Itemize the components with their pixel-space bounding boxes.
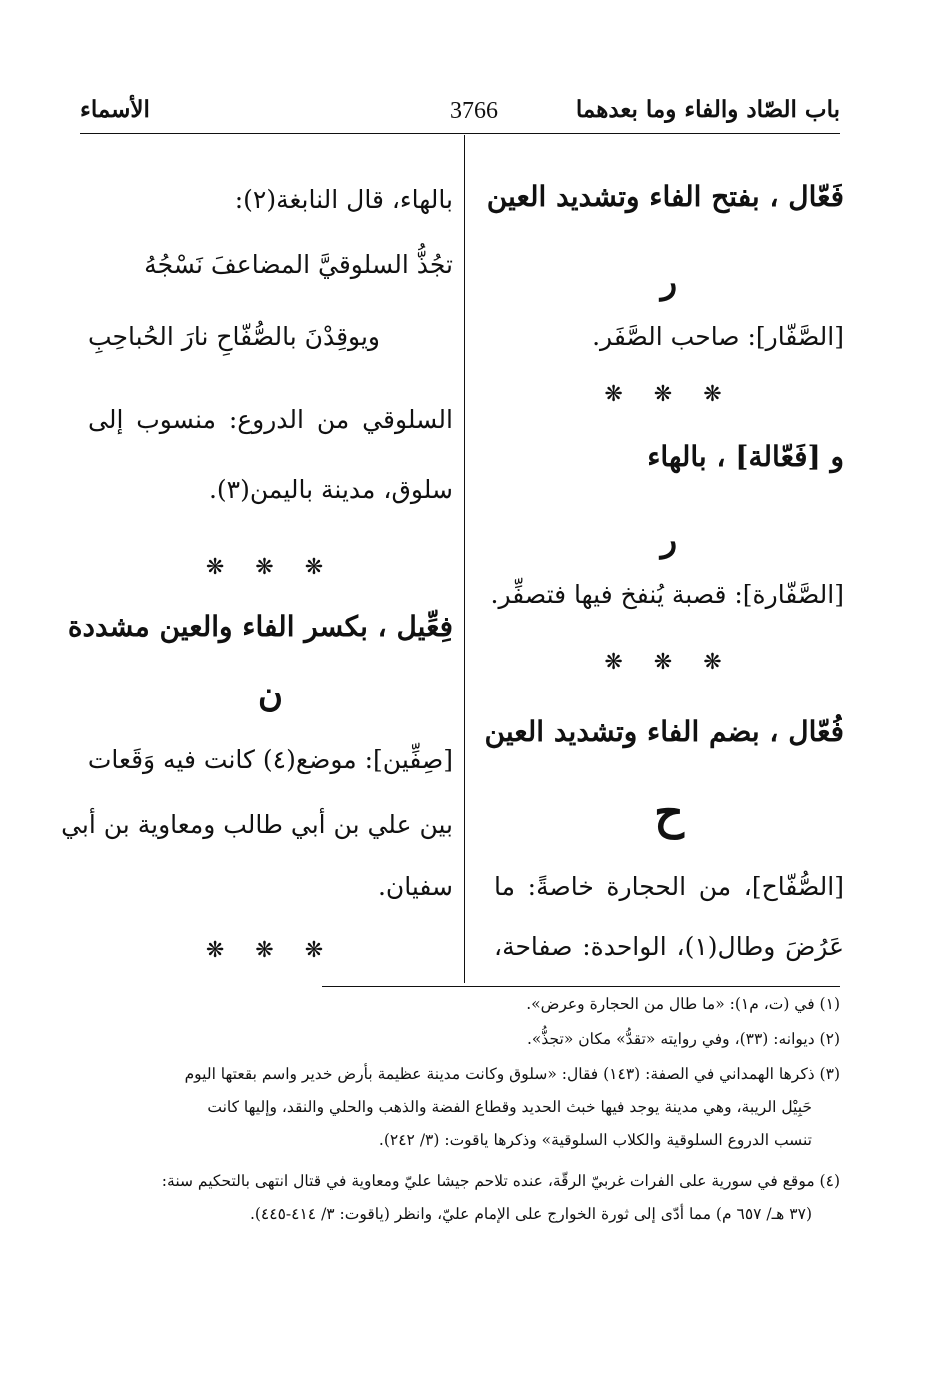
- verse-line-2: ويوقِدْنَ بالصُّفّاحِ نارَ الحُباحِبِ: [88, 322, 381, 351]
- column-divider: [464, 135, 465, 983]
- heading-fiiil: فِعِّيل ، بكسر الفاء والعين مشددة: [67, 610, 453, 643]
- footnote-4-line-1: (٤) موقع في سورية على الفرات غربيّ الرقّة، عنده تلاحم جيشا عليّ ومعاوية في قتال انتهى بالتحكيم سنة:: [161, 1172, 840, 1190]
- footnote-rule: [322, 986, 840, 987]
- entry-siffin-line-2: بين علي بن أبي طالب ومعاوية بن أبي: [61, 810, 453, 839]
- verse-line-1: تجُذُّ السلوقيَّ المضاعفَ نَسْجُهُ: [144, 250, 453, 279]
- chapter-title: باب الصّاد والفاء وما بعدهما: [575, 96, 840, 123]
- heading-faaal: فَعّال ، بفتح الفاء وتشديد العين: [486, 180, 844, 213]
- header-rule: [80, 133, 840, 134]
- text-line-3: سلوق، مدينة باليمن(٣).: [208, 475, 453, 504]
- separator-stars-3: ❋ ❋ ❋: [205, 555, 336, 580]
- page-number: 3766: [450, 98, 498, 124]
- entry-suffah-line-1: [الصُّفّاح]، من الحجارة خاصةً: ما: [494, 872, 844, 901]
- text-line-1: بالهاء، قال النابغة(٢):: [234, 185, 453, 214]
- page-header: [80, 96, 840, 132]
- footnote-3-line-2: حَبِيْل الريبة، وهي مدينة يوجد فيها خبث الحديد وقطاع الفضة والذهب والحلي والنقد، وإليها كانت: [207, 1098, 812, 1116]
- heading-fuaal: فُعّال ، بضم الفاء وتشديد العين: [484, 715, 844, 748]
- entry-siffin-line-1: [صِفِّين]: موضع(٤) كانت فيه وَقَعات: [87, 745, 453, 774]
- root-letter-nun: ن: [258, 675, 283, 715]
- text-line-2: السلوقي من الدروع: منسوب إلى: [88, 405, 453, 434]
- entry-siffin-line-3: سفيان.: [377, 872, 453, 901]
- root-letter-ha: ح: [654, 785, 684, 839]
- footnote-1: (١) في (ت، م١): «ما طال من الحجارة وعرض».: [526, 995, 840, 1013]
- footnote-4-line-2: (٣٧ هـ/ ٦٥٧ م) مما أدّى إلى ثورة الخوارج على الإمام عليّ، وانظر (ياقوت: ٣/ ٤١٤-٤٤٥).: [249, 1205, 812, 1223]
- root-letter-ra-1: ر: [660, 262, 678, 302]
- section-title: الأسماء: [80, 96, 150, 123]
- separator-stars-2: ❋ ❋ ❋: [604, 650, 734, 675]
- separator-stars-4: ❋ ❋ ❋: [205, 938, 336, 963]
- separator-stars-1: ❋ ❋ ❋: [604, 382, 734, 407]
- heading-faaala: و [فَعّالة] ، بالهاء: [647, 440, 844, 473]
- footnote-2: (٢) ديوانه: (٣٣)، وفي روايته «تقدُّ» مكان «تجذُّ».: [526, 1030, 840, 1048]
- entry-suffah-line-2: عَرُضَ وطال(١)، الواحدة: صفاحة،: [494, 932, 845, 961]
- root-letter-ra-2: ر: [660, 520, 678, 560]
- entry-saffara: [الصَّفّارة]: قصبة يُنفخ فيها فتصفِّر.: [490, 580, 844, 609]
- footnote-3-line-1: (٣) ذكرها الهمداني في الصفة: (١٤٣) فقال: «سلوق وكانت مدينة عظيمة بأرض خدير واسم بقعتها اليوم: [184, 1065, 840, 1083]
- footnote-3-line-3: تنسب الدروع السلوقية والكلاب السلوقية» وذكرها ياقوت: (٣/ ٢٤٢).: [378, 1131, 812, 1149]
- entry-saffar: [الصَّفّار]: صاحب الصَّفَر.: [592, 322, 844, 351]
